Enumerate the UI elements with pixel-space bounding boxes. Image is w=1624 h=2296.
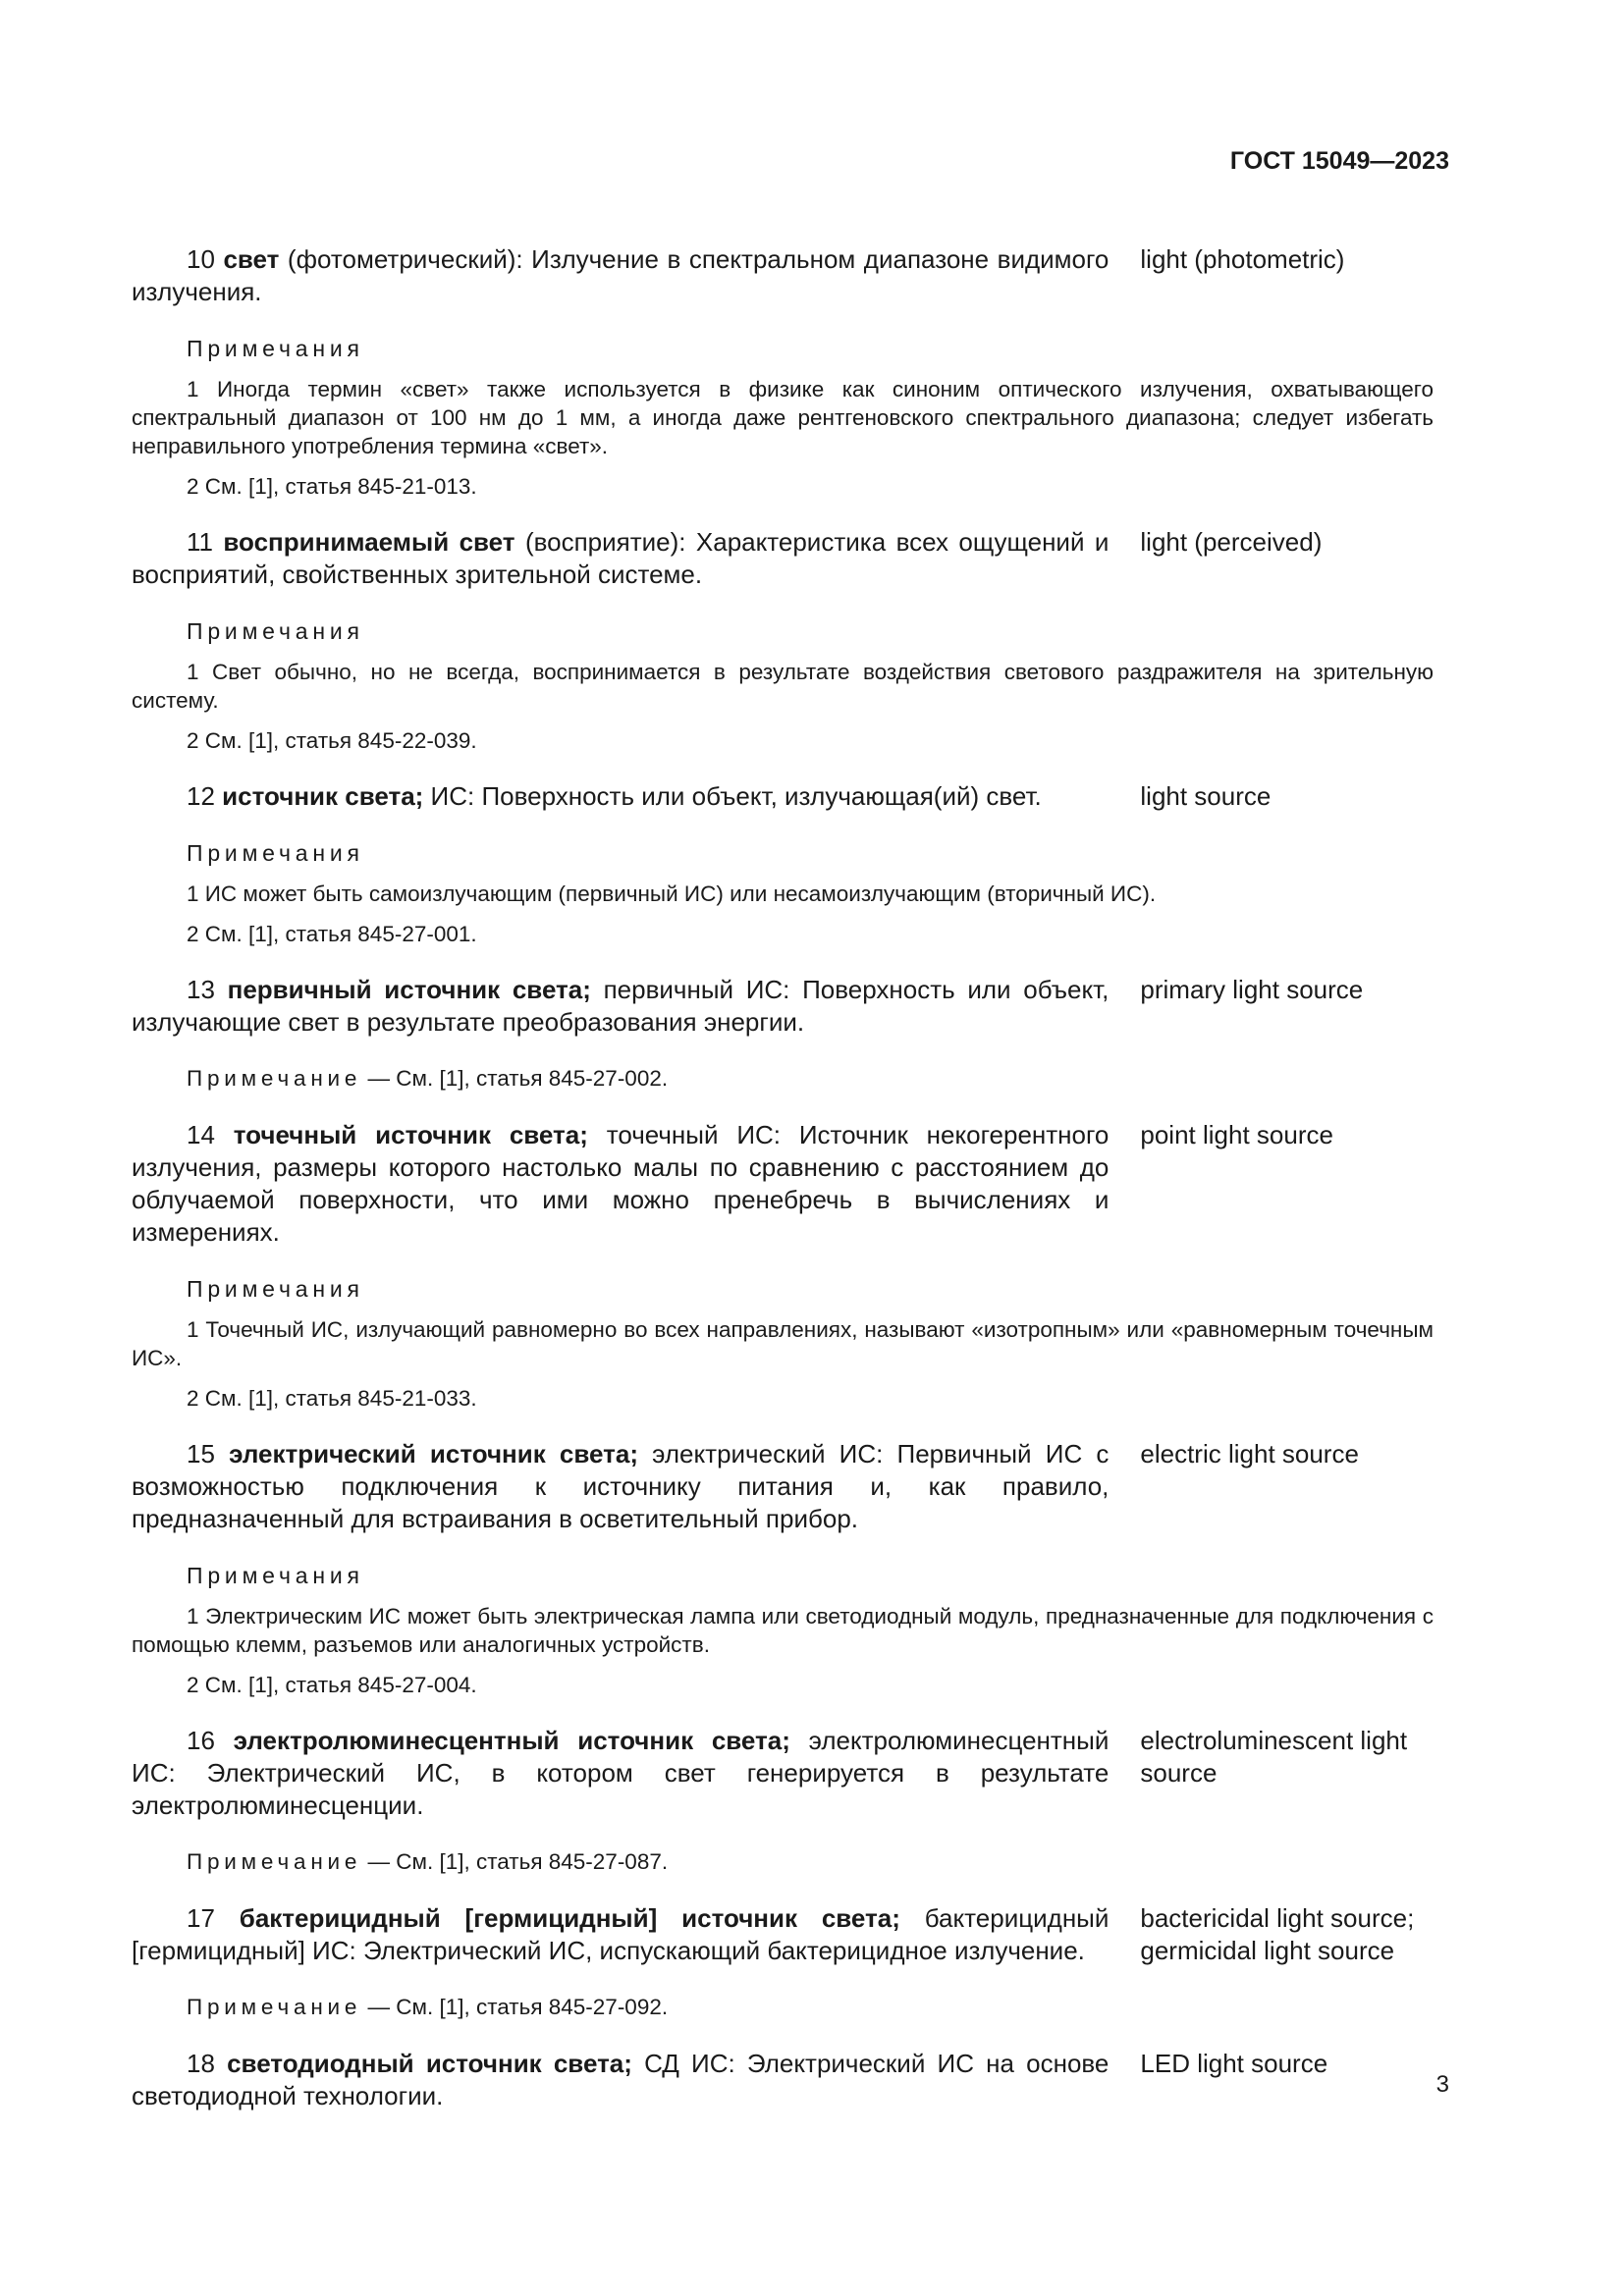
note-item: 2 См. [1], статья 845-21-033.: [187, 1386, 477, 1411]
term-text: бактерицидный [гермицидный] ИС: Электрический ИС, испускающий бактерицидное излучение.: [132, 1903, 1110, 1965]
note-item: 2 См. [1], статья 845-27-001.: [187, 922, 477, 946]
term-name: электрический источник света;: [229, 1439, 638, 1468]
term-entry: [132, 1902, 1434, 1967]
terms-list: [132, 243, 1434, 2138]
term-number: 10: [187, 244, 215, 274]
term-entry: [132, 974, 1434, 1039]
term-number: 14: [187, 1120, 215, 1149]
term-entry: [132, 1119, 1434, 1249]
term-english: electric light source: [1140, 1439, 1359, 1468]
term-english: LED light source: [1140, 2049, 1328, 2078]
term-definition: [132, 2048, 1109, 2112]
note-label: Примечание: [187, 1849, 362, 1874]
term-text: ИС: Поверхность или объект, излучающая(ий) свет.: [423, 781, 1042, 811]
term-text: СД ИС: Электрический ИС на основе светодиодной технологии.: [132, 2049, 1110, 2110]
term-english: point light source: [1140, 1120, 1333, 1149]
notes-block: [132, 1274, 1434, 1413]
term-text: электрический ИС: Первичный ИС с возможностью подключения к источнику питания и, как правило, предназначенный для встраивания в осветительный прибор.: [132, 1439, 1110, 1533]
notes-block: [132, 616, 1434, 755]
note-item: 1 Свет обычно, но не всегда, воспринимается в результате воздействия светового раздражителя на зрительную систему.: [132, 660, 1434, 713]
term-number: 11: [187, 527, 213, 557]
notes-heading: Примечания: [187, 618, 364, 644]
note-text: — См. [1], статья 845-27-002.: [361, 1066, 669, 1091]
note-text: — См. [1], статья 845-27-087.: [361, 1849, 669, 1874]
term-text: (фотометрический): Излучение в спектральном диапазоне видимого излучения.: [132, 244, 1110, 306]
term-name: бактерицидный [гермицидный] источник света;: [239, 1903, 900, 1933]
notes-block: [132, 838, 1434, 948]
standard-designation: ГОСТ 15049—2023: [1229, 147, 1449, 175]
term-english: light (perceived): [1140, 527, 1323, 557]
term-entry: [132, 526, 1434, 591]
single-note: [132, 1993, 1434, 2022]
term-name: электролюминесцентный источник света;: [233, 1726, 790, 1755]
term-number: 18: [187, 2049, 215, 2078]
term-number: 15: [187, 1439, 215, 1468]
note-item: 2 См. [1], статья 845-27-004.: [187, 1673, 477, 1697]
note-text: — См. [1], статья 845-27-092.: [361, 1995, 669, 2019]
notes-block: [132, 334, 1434, 501]
term-english: primary light source: [1140, 975, 1364, 1004]
page-number: 3: [1435, 2071, 1449, 2098]
term-entry: [132, 243, 1434, 308]
term-english: bactericidal light source; germicidal light source: [1140, 1903, 1415, 1965]
note-item: 1 Иногда термин «свет» также используется в физике как синоним оптического излучения, охватывающего спектральный диапазон от 100 нм до 1 мм, а иногда даже рентгеновского спектрального диапазона; следует избегать неправильного употребления термина «свет».: [132, 377, 1434, 458]
term-english: electroluminescent light source: [1140, 1726, 1408, 1788]
term-entry: [132, 780, 1434, 813]
notes-heading: Примечания: [187, 1276, 364, 1302]
term-definition: [132, 243, 1109, 308]
notes-heading: Примечания: [187, 336, 364, 361]
term-english: light source: [1140, 781, 1272, 811]
term-english: light (photometric): [1140, 244, 1345, 274]
note-item: 2 См. [1], статья 845-22-039.: [187, 728, 477, 753]
term-definition: [132, 1438, 1109, 1535]
note-label: Примечание: [187, 1995, 362, 2019]
note-item: 2 См. [1], статья 845-21-013.: [187, 474, 477, 499]
term-definition: [132, 974, 1109, 1039]
term-number: 12: [187, 781, 215, 811]
term-text: точечный ИС: Источник некогерентного излучения, размеры которого настолько малы по сравнению с расстоянием до облучаемой поверхности, что ими можно пренебречь в вычислениях и измерениях.: [132, 1120, 1110, 1247]
notes-heading: Примечания: [187, 1563, 364, 1588]
term-entry: [132, 2048, 1434, 2112]
single-note: [132, 1064, 1434, 1094]
single-note: [132, 1847, 1434, 1877]
term-number: 17: [187, 1903, 215, 1933]
term-name: светодиодный источник света;: [227, 2049, 632, 2078]
term-number: 16: [187, 1726, 215, 1755]
term-definition: [132, 526, 1109, 591]
term-definition: [132, 1725, 1109, 1822]
term-name: источник света;: [222, 781, 424, 811]
term-name: первичный источник света;: [227, 975, 591, 1004]
term-text: (восприятие): Характеристика всех ощущений и восприятий, свойственных зрительной системе.: [132, 527, 1110, 589]
term-definition: [132, 1119, 1109, 1249]
term-name: воспринимаемый свет: [223, 527, 515, 557]
term-definition: [132, 780, 1109, 813]
note-label: Примечание: [187, 1066, 362, 1091]
note-item: 1 Электрическим ИС может быть электрическая лампа или светодиодный модуль, предназначенные для подключения с помощью клемм, разъемов или аналогичных устройств.: [132, 1604, 1434, 1657]
term-number: 13: [187, 975, 215, 1004]
term-name: точечный источник света;: [233, 1120, 588, 1149]
notes-block: [132, 1561, 1434, 1699]
term-definition: [132, 1902, 1109, 1967]
term-name: свет: [223, 244, 280, 274]
note-item: 1 Точечный ИС, излучающий равномерно во всех направлениях, называют «изотропным» или «равномерным точечным ИС».: [132, 1317, 1434, 1370]
term-entry: [132, 1725, 1434, 1822]
term-text: электролюминесцентный ИС: Электрический ИС, в котором свет генерируется в результате электролюминесценции.: [132, 1726, 1110, 1820]
term-entry: [132, 1438, 1434, 1535]
term-text: первичный ИС: Поверхность или объект, излучающие свет в результате преобразования энергии.: [132, 975, 1110, 1037]
note-item: 1 ИС может быть самоизлучающим (первичный ИС) или несамоизлучающим (вторичный ИС).: [187, 881, 1157, 906]
notes-heading: Примечания: [187, 840, 364, 866]
